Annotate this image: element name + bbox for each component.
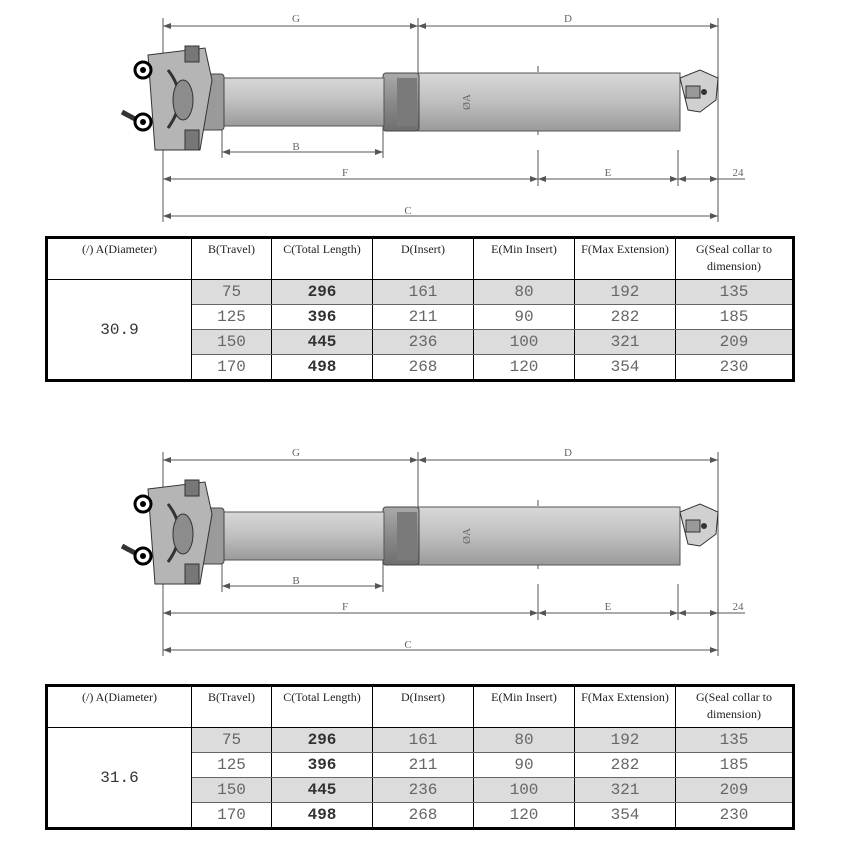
- seal-collar-cell: 135: [676, 280, 794, 305]
- label-f: F: [341, 167, 349, 179]
- insert-cell: 268: [373, 803, 474, 829]
- header-row: [47, 238, 794, 280]
- min-insert-cell: 80: [474, 728, 575, 753]
- insert-cell: 236: [373, 778, 474, 803]
- header-insert: D(Insert): [373, 686, 474, 728]
- total-length-cell: 396: [272, 753, 373, 778]
- min-insert-cell: 80: [474, 280, 575, 305]
- max-extension-cell: 282: [575, 305, 676, 330]
- total-length-cell: 445: [272, 330, 373, 355]
- travel-cell: 170: [192, 803, 272, 829]
- max-extension-cell: 354: [575, 355, 676, 381]
- table-row: [47, 280, 794, 305]
- label-diameter: ØA: [461, 528, 473, 544]
- label-f: F: [341, 601, 349, 613]
- label-offset: 24: [732, 167, 744, 179]
- max-extension-cell: 192: [575, 280, 676, 305]
- min-insert-cell: 90: [474, 305, 575, 330]
- seal-collar-cell: 135: [676, 728, 794, 753]
- seal-collar-cell: 230: [676, 803, 794, 829]
- header-travel: B(Travel): [192, 686, 272, 728]
- header-min-insert: E(Min Insert): [474, 238, 575, 280]
- label-e: E: [604, 167, 612, 179]
- min-insert-cell: 120: [474, 355, 575, 381]
- travel-cell: 75: [192, 280, 272, 305]
- header-total-length: C(Total Length): [272, 686, 373, 728]
- label-b: B: [292, 141, 300, 153]
- label-d: D: [564, 447, 572, 459]
- drawing-container: [0, 0, 848, 225]
- header-seal-collar: G(Seal collar to dimension): [676, 686, 794, 728]
- label-b: B: [292, 575, 300, 587]
- seal-collar-cell: 209: [676, 330, 794, 355]
- insert-cell: 161: [373, 728, 474, 753]
- insert-cell: 211: [373, 753, 474, 778]
- travel-cell: 150: [192, 330, 272, 355]
- seal-collar-cell: 230: [676, 355, 794, 381]
- seal-collar-cell: 209: [676, 778, 794, 803]
- min-insert-cell: 120: [474, 803, 575, 829]
- header-seal-collar: G(Seal collar to dimension): [676, 238, 794, 280]
- spec-section-2: [0, 434, 848, 834]
- label-offset: 24: [732, 601, 744, 613]
- seatpost-drawing: [0, 0, 848, 225]
- min-insert-cell: 90: [474, 753, 575, 778]
- table-row: [47, 728, 794, 753]
- travel-cell: 125: [192, 305, 272, 330]
- seatpost-body: [122, 480, 718, 584]
- seal-collar-cell: 185: [676, 305, 794, 330]
- total-length-cell: 498: [272, 355, 373, 381]
- min-insert-cell: 100: [474, 330, 575, 355]
- header-travel: B(Travel): [192, 238, 272, 280]
- total-length-cell: 445: [272, 778, 373, 803]
- max-extension-cell: 282: [575, 753, 676, 778]
- header-diameter: (/) A(Diameter): [47, 686, 192, 728]
- header-max-extension: F(Max Extension): [575, 686, 676, 728]
- label-g: G: [292, 13, 300, 25]
- seatpost-drawing: [0, 434, 848, 659]
- travel-cell: 75: [192, 728, 272, 753]
- insert-cell: 236: [373, 330, 474, 355]
- diameter-cell: 30.9: [47, 280, 192, 381]
- label-c: C: [404, 205, 412, 217]
- max-extension-cell: 321: [575, 330, 676, 355]
- insert-cell: 211: [373, 305, 474, 330]
- total-length-cell: 498: [272, 803, 373, 829]
- label-g: G: [292, 447, 300, 459]
- label-e: E: [604, 601, 612, 613]
- label-c: C: [404, 639, 412, 651]
- spec-table: [45, 236, 795, 382]
- min-insert-cell: 100: [474, 778, 575, 803]
- travel-cell: 150: [192, 778, 272, 803]
- drawing-container: [0, 434, 848, 659]
- total-length-cell: 396: [272, 305, 373, 330]
- insert-cell: 268: [373, 355, 474, 381]
- seal-collar-cell: 185: [676, 753, 794, 778]
- header-diameter: (/) A(Diameter): [47, 238, 192, 280]
- header-insert: D(Insert): [373, 238, 474, 280]
- header-total-length: C(Total Length): [272, 238, 373, 280]
- header-max-extension: F(Max Extension): [575, 238, 676, 280]
- travel-cell: 125: [192, 753, 272, 778]
- travel-cell: 170: [192, 355, 272, 381]
- total-length-cell: 296: [272, 280, 373, 305]
- diameter-cell: 31.6: [47, 728, 192, 829]
- spec-section-1: [0, 0, 848, 390]
- header-min-insert: E(Min Insert): [474, 686, 575, 728]
- max-extension-cell: 354: [575, 803, 676, 829]
- label-d: D: [564, 13, 572, 25]
- seatpost-body: [122, 46, 718, 150]
- spec-table: [45, 684, 795, 830]
- max-extension-cell: 321: [575, 778, 676, 803]
- label-diameter: ØA: [461, 94, 473, 110]
- max-extension-cell: 192: [575, 728, 676, 753]
- header-row: [47, 686, 794, 728]
- total-length-cell: 296: [272, 728, 373, 753]
- insert-cell: 161: [373, 280, 474, 305]
